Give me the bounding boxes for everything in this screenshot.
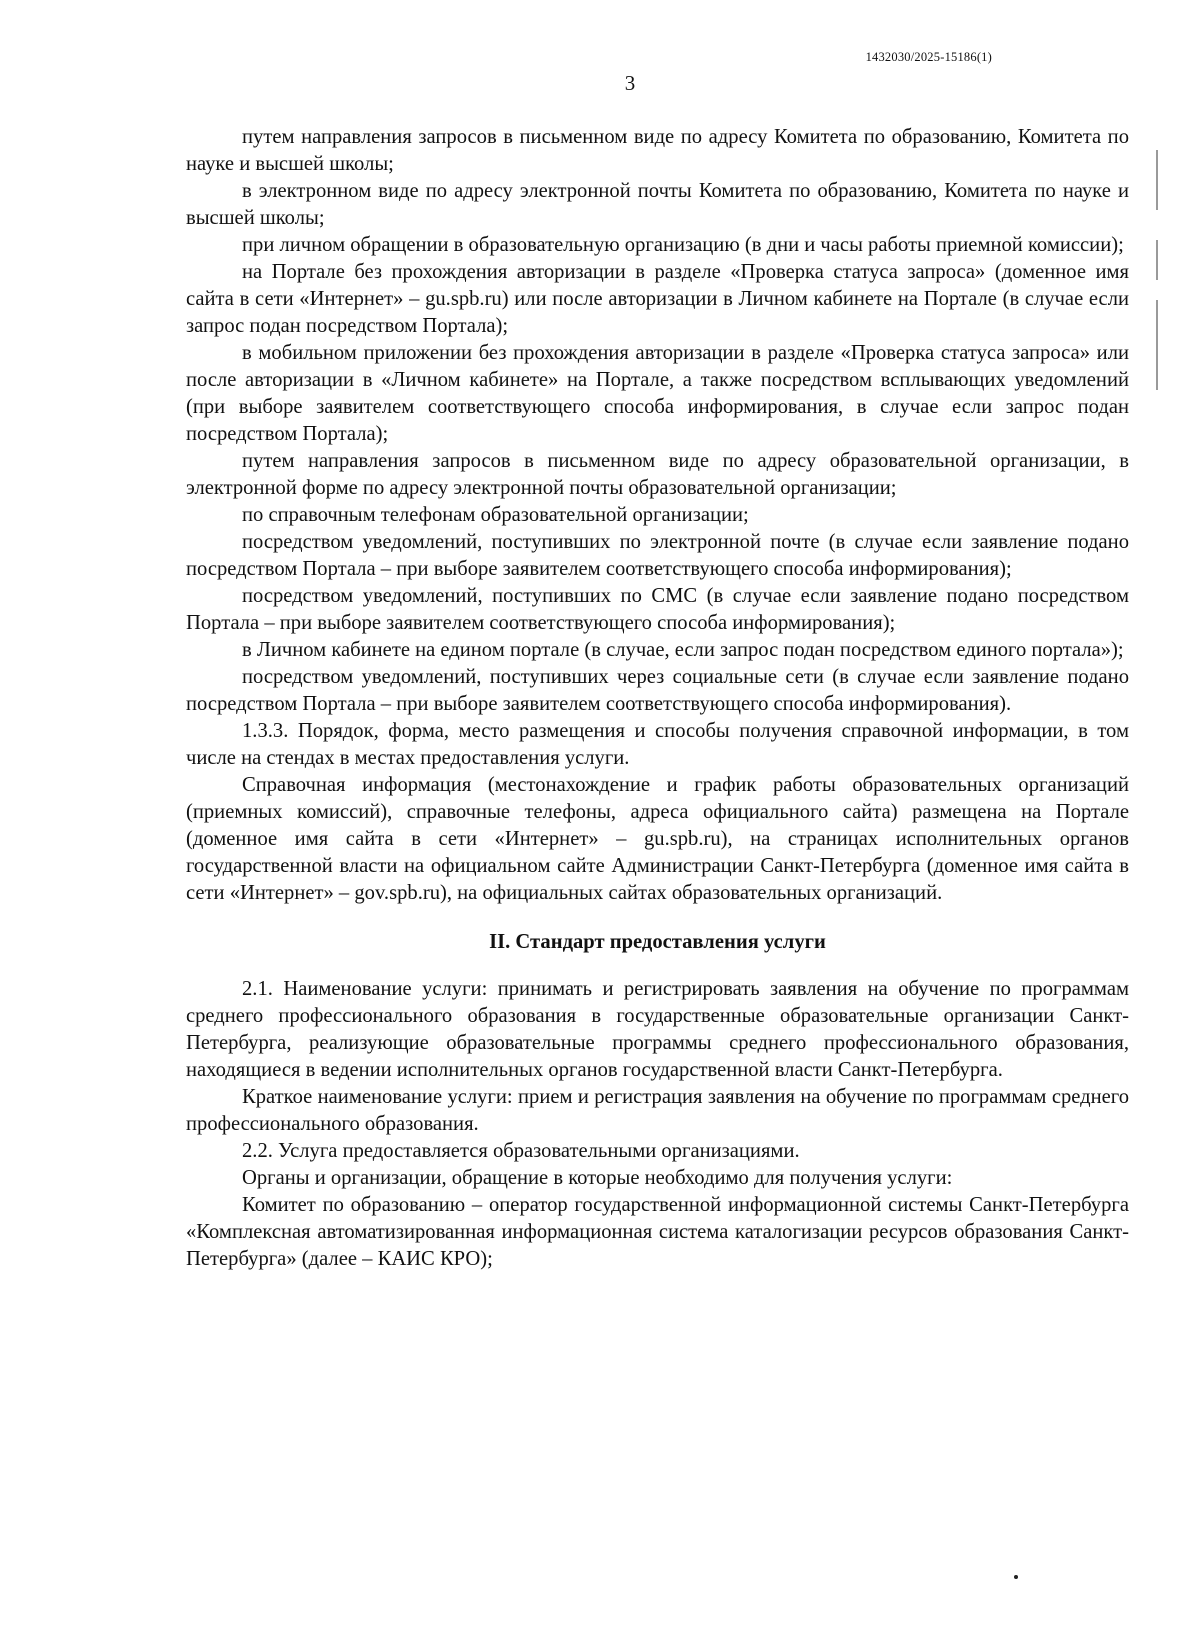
paragraph: путем направления запросов в письменном виде по адресу Комитета по образованию, Комитета по науке и высшей школы; xyxy=(186,126,1129,175)
paragraph: по справочным телефонам образовательной организации; xyxy=(242,504,749,526)
page-number: 3 xyxy=(624,71,636,95)
scan-edge-mark xyxy=(1156,240,1158,280)
paragraph: 1.3.3. Порядок, форма, место размещения и способы получения справочной информации, в том числе на стендах в местах предоставления услуги. xyxy=(186,720,1129,769)
scan-edge-mark xyxy=(1156,150,1158,210)
paragraph: в мобильном приложении без прохождения авторизации в разделе «Проверка статуса запроса» или после авторизации в «Личном кабинете» на Портале, а также посредством всплывающих уведомлений (при выборе заявителем соответствующего способа информирования, в случае если запрос подан посредством Портала); xyxy=(186,342,1129,445)
paragraph: 2.1. Наименование услуги: принимать и регистрировать заявления на обучение по программам среднего профессионального образования в государственные образовательные организации Санкт-Петербурга, реализующие образовательные программы среднего профессионального образования, находящиеся в ведении исполнительных органов государственной власти Санкт-Петербурга. xyxy=(186,978,1129,1081)
paragraph: Краткое наименование услуги: прием и регистрация заявления на обучение по программам среднего профессионального образования. xyxy=(186,1086,1129,1135)
paragraph: посредством уведомлений, поступивших через социальные сети (в случае если заявление подано посредством Портала – при выборе заявителем соответствующего способа информирования). xyxy=(186,666,1129,715)
paragraph: при личном обращении в образовательную организацию (в дни и часы работы приемной комиссии); xyxy=(242,234,1124,256)
paragraph: Органы и организации, обращение в которые необходимо для получения услуги: xyxy=(242,1167,953,1189)
paragraph: посредством уведомлений, поступивших по электронной почте (в случае если заявление подано посредством Портала – при выборе заявителем соответствующего способа информирования); xyxy=(186,531,1129,580)
paragraph: в Личном кабинете на едином портале (в случае, если запрос подан посредством единого портала»); xyxy=(242,639,1124,661)
paragraph: посредством уведомлений, поступивших по СМС (в случае если заявление подано посредством Портала – при выборе заявителем соответствующего способа информирования); xyxy=(186,585,1129,634)
paragraph: путем направления запросов в письменном виде по адресу образовательной организации, в электронной форме по адресу электронной почты образовательной организации; xyxy=(186,450,1129,499)
document-id: 1432030/2025-15186(1) xyxy=(865,50,992,64)
scan-edge-mark xyxy=(1156,300,1158,390)
paragraph: Справочная информация (местонахождение и график работы образовательных организаций (приемных комиссий), справочные телефоны, адреса официального сайта) размещена на Портале (доменное имя сайта в сети «Интернет» – gu.spb.ru), на страницах исполнительных органов государственной власти на официальном сайте Администрации Санкт-Петербурга (доменное имя сайта в сети «Интернет» – gov.spb.ru), на официальных сайтах образовательных организаций. xyxy=(186,774,1129,904)
section-heading: II. Стандарт предоставления услуги xyxy=(489,931,826,953)
scan-dot xyxy=(1014,1575,1018,1579)
paragraph: Комитет по образованию – оператор государственной информационной системы Санкт-Петербурга «Комплексная автоматизированная информационная система каталогизации ресурсов образования Санкт-Петербурга» (далее – КАИС КРО); xyxy=(186,1194,1129,1270)
paragraph: на Портале без прохождения авторизации в разделе «Проверка статуса запроса» (доменное имя сайта в сети «Интернет» – gu.spb.ru) или после авторизации в Личном кабинете на Портале (в случае если запрос подан посредством Портала); xyxy=(186,261,1129,337)
paragraph: в электронном виде по адресу электронной почты Комитета по образованию, Комитета по науке и высшей школы; xyxy=(186,180,1129,229)
paragraph: 2.2. Услуга предоставляется образовательными организациями. xyxy=(242,1140,800,1162)
document-body xyxy=(186,124,1129,1273)
